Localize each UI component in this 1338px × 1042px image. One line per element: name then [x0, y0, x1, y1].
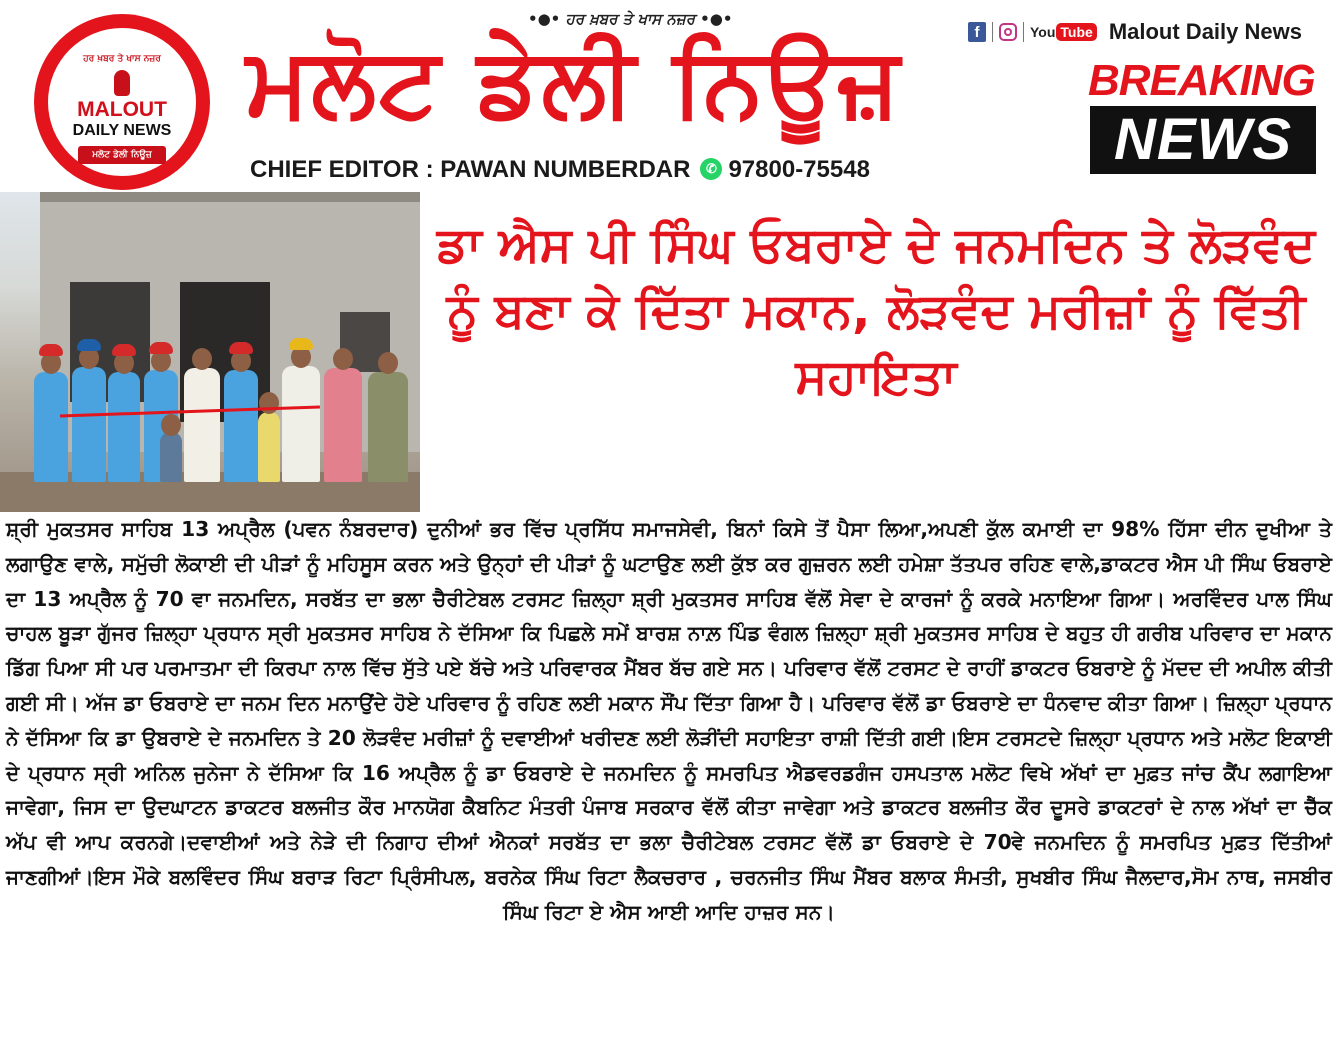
logo-inner-circle: [48, 28, 196, 176]
social-divider: [1023, 22, 1024, 42]
person-head: [192, 348, 212, 370]
breaking-label: BREAKING: [1088, 56, 1315, 105]
logo-line-malout: MALOUT: [77, 98, 167, 121]
person-head: [378, 352, 398, 374]
person: [368, 372, 408, 482]
masthead: [0, 0, 1338, 190]
news-label: NEWS: [1090, 106, 1316, 174]
editor-line: [250, 156, 870, 184]
social-handle: Malout Daily News: [1108, 19, 1302, 44]
masthead-tagline: •●• ਹਰ ਖ਼ਬਰ ਤੇ ਖਾਸ ਨਜ਼ਰ •●•: [528, 10, 733, 28]
chief-editor-label: CHIEF EDITOR : PAWAN NUMBERDAR: [250, 156, 691, 183]
instagram-icon[interactable]: [999, 23, 1017, 41]
person-head: [333, 348, 353, 370]
person: [184, 368, 220, 482]
phone-number: 97800-75548: [728, 156, 870, 183]
turban: [112, 344, 136, 356]
turban: [39, 344, 63, 356]
child: [160, 432, 182, 482]
microphone-icon: [114, 70, 130, 96]
article-body: ਸ਼੍ਰੀ ਮੁਕਤਸਰ ਸਾਹਿਬ 13 ਅਪ੍ਰੈਲ (ਪਵਨ ਨੰਬਰਦਾਰ) ਦੁਨੀਆਂ ਭਰ ਵਿੱਚ ਪ੍ਰਸਿੱਧ ਸਮਾਜਸੇਵੀ, ਬਿਨਾਂ ਕਿਸੇ ਤੋਂ ਪੈਸਾ ਲਿਆ,ਅਪਣੀ ਕੁੱਲ ਕਮਾਈ ਦਾ 98% ਹਿੱਸਾ ਦੀਨ ਦੁਖੀਆ ਤੇ ਲਗਾਉਣ ਵਾਲੇ, ਸਮੁੱਚੀ ਲੋਕਾਈ ਦੀ ਪੀੜਾਂ ਨੂੰ ਮਹਿਸੂਸ ਕਰਨ ਅਤੇ ਉਨ੍ਹਾਂ ਦੀ ਪੀੜਾਂ ਨੂੰ ਘਟਾਉਣ ਲਈ ਕੁੱਝ ਕਰ ਗੁਜ਼ਰਨ ਲਈ ਹਮੇਸ਼ਾ ਤੱਤਪਰ ਰਹਿਣ ਵਾਲੇ,ਡਾਕਟਰ ਐਸ ਪੀ ਸਿੰਘ ਓਬਰਾਏ ਦਾ 13 ਅਪ੍ਰੈਲ ਨੂੰ 70 ਵਾ ਜਨਮਦਿਨ, ਸਰਬੱਤ ਦਾ ਭਲਾ ਚੈਰੀਟੇਬਲ ਟਰਸਟ ਜ਼ਿਲ੍ਹਾ ਸ਼੍ਰੀ ਮੁਕਤਸਰ ਸਾਹਿਬ ਵੱਲੋਂ ਸੇਵਾ ਦੇ ਕਾਰਜਾਂ ਨੂੰ ਕਰਕੇ ਮਨਾਇਆ ਗਿਆ। ਅਰਵਿੰਦਰ ਪਾਲ ਸਿੰਘ ਚਾਹਲ ਬੂੜਾ ਗੁੱਜਰ ਜ਼ਿਲ੍ਹਾ ਪ੍ਰਧਾਨ ਸ੍ਰੀ ਮੁਕਤਸਰ ਸਾਹਿਬ ਨੇ ਦੱਸਿਆ ਕਿ ਪਿਛਲੇ ਸਮੇਂ ਬਾਰਸ਼ ਨਾਲ਼ ਪਿੰਡ ਵੰਗਲ ਜ਼ਿਲ੍ਹਾ ਸ਼੍ਰੀ ਮੁਕਤਸਰ ਸਾਹਿਬ ਦੇ ਬਹੁਤ ਹੀ ਗਰੀਬ ਪਰਿਵਾਰ ਦਾ ਮਕਾਨ ਡਿੱਗ ਪਿਆ ਸੀ ਪਰ ਪਰਮਾਤਮਾ ਦੀ ਕਿਰਪਾ ਨਾਲ ਵਿੱਚ ਸੁੱਤੇ ਪਏ ਬੱਚੇ ਅਤੇ ਪਰਿਵਾਰਕ ਮੈਂਬਰ ਬੱਚ ਗਏ ਸਨ। ਪਰਿਵਾਰ ਵੱਲੋਂ ਟਰਸਟ ਦੇ ਰਾਹੀਂ ਡਾਕਟਰ ਓਬਰਾਏ ਨੂੰ ਮੱਦਦ ਦੀ ਅਪੀਲ ਕੀਤੀ ਗਈ ਸੀ। ਅੱਜ ਡਾ ਓਬਰਾਏ ਦਾ ਜਨਮ ਦਿਨ ਮਨਾਉਂਦੇ ਹੋਏ ਪਰਿਵਾਰ ਨੂੰ ਰਹਿਣ ਲਈ ਮਕਾਨ ਸੌਂਪ ਦਿੱਤਾ ਗਿਆ ਹੈ। ਪਰਿਵਾਰ ਵੱਲੋਂ ਡਾ ਓਬਰਾਏ ਦਾ ਧੰਨਵਾਦ ਕੀਤਾ ਗਿਆ। ਜ਼ਿਲ੍ਹਾ ਪ੍ਰਧਾਨ ਨੇ ਦੱਸਿਆ ਕਿ ਡਾ ਉਬਰਾਏ ਦੇ ਜਨਮਦਿਨ ਤੇ 20 ਲੋੜਵੰਦ ਮਰੀਜ਼ਾਂ ਨੂੰ ਦਵਾਈਆਂ ਖਰੀਦਣ ਲਈ ਲੋੜੀਂਦੀ ਸਹਾਇਤਾ ਰਾਸ਼ੀ ਦਿੱਤੀ ਗਈ।ਇਸ ਟਰਸਟਦੇ ਜ਼ਿਲ੍ਹਾ ਪ੍ਰਧਾਨ ਅਤੇ ਮਲੋਟ ਇਕਾਈ ਦੇ ਪ੍ਰਧਾਨ ਸ੍ਰੀ ਅਨਿਲ ਜੁਨੇਜਾ ਨੇ ਦੱਸਿਆ ਕਿ 16 ਅਪ੍ਰੈਲ ਨੂੰ ਡਾ ਓਬਰਾਏ ਦੇ ਜਨਮਦਿਨ ਨੂੰ ਸਮਰਪਿਤ ਐਡਵਰਡਗੰਜ ਹਸਪਤਾਲ ਮਲੋਟ ਵਿਖੇ ਅੱਖਾਂ ਦਾ ਮੁਫ਼ਤ ਜਾਂਚ ਕੈਂਪ ਲਗਾਇਆ ਜਾਵੇਗਾ, ਜਿਸ ਦਾ ਉਦਘਾਟਨ ਡਾਕਟਰ ਬਲਜੀਤ ਕੌਰ ਮਾਨਯੋਗ ਕੈਬਨਿਟ ਮੰਤਰੀ ਪੰਜਾਬ ਸਰਕਾਰ ਵੱਲੋਂ ਕੀਤਾ ਜਾਵੇਗਾ ਅਤੇ ਡਾਕਟਰ ਬਲਜੀਤ ਕੌਰ ਦੂਸਰੇ ਡਾਕਟਰਾਂ ਦੇ ਨਾਲ ਅੱਖਾਂ ਦਾ ਚੈੱਕ ਅੱਪ ਵੀ ਆਪ ਕਰਨਗੇ।ਦਵਾਈਆਂ ਅਤੇ ਨੇੜੇ ਦੀ ਨਿਗਾਹ ਦੀਆਂ ਐਨਕਾਂ ਸਰਬੱਤ ਦਾ ਭਲਾ ਚੈਰੀਟੇਬਲ ਟਰਸਟ ਵੱਲੋਂ ਡਾ ਓਬਰਾਏ ਦੇ 70ਵੇ ਜਨਮਦਿਨ ਨੂੰ ਸਮਰਪਿਤ ਮੁਫ਼ਤ ਦਿੱਤੀਆਂ ਜਾਣਗੀਆਂ।ਇਸ ਮੌਕੇ ਬਲਵਿੰਦਰ ਸਿੰਘ ਬਰਾੜ ਰਿਟਾ ਪ੍ਰਿੰਸੀਪਲ, ਬਰਨੇਕ ਸਿੰਘ ਰਿਟਾ ਲੈਕਚਰਾਰ , ਚਰਨਜੀਤ ਸਿੰਘ ਮੈਂਬਰ ਬਲਾਕ ਸੰਮਤੀ, ਸੁਖਬੀਰ ਸਿੰਘ ਜੈਲਦਾਰ,ਸੋਮ ਨਾਥ, ਜਸਬੀਰ ਸਿੰਘ ਰਿਟਾ ਏ ਐਸ ਆਈ ਆਦਿ ਹਾਜ਼ਰ ਸਨ।: [6, 517, 1332, 924]
turban: [77, 339, 101, 351]
newspaper-title: ਮਲੋਟ ਡੇਲੀ ਨਿਊਜ਼: [246, 26, 902, 138]
child: [258, 412, 280, 482]
youtube-icon[interactable]: [1030, 24, 1097, 40]
person: [108, 372, 140, 482]
facebook-icon[interactable]: f: [968, 22, 986, 42]
article-headline: ਡਾ ਐਸ ਪੀ ਸਿੰਘ ਓਬਰਾਏ ਦੇ ਜਨਮਦਿਨ ਤੇ ਲੋੜਵੰਦ ਨੂੰ ਬਣਾ ਕੇ ਦਿੱਤਾ ਮਕਾਨ, ਲੋੜਵੰਦ ਮਰੀਜ਼ਾਂ ਨੂੰ ਵਿੱਤੀ ਸਹਾਇਤਾ: [436, 217, 1316, 405]
child-head: [161, 414, 181, 436]
turban: [149, 342, 173, 354]
logo-line-daily-news: DAILY NEWS: [72, 122, 172, 139]
logo-strip-punjabi: ਮਲੋਟ ਡੇਲੀ ਨਿਊਜ਼: [78, 146, 166, 164]
child-head: [259, 392, 279, 414]
person: [224, 370, 258, 482]
social-bar: [968, 18, 1302, 46]
malout-daily-news-logo: [34, 14, 210, 190]
logo-arc-text: ਹਰ ਖ਼ਬਰ ਤੇ ਖਾਸ ਨਜ਼ਰ: [83, 54, 161, 64]
article-photo: [0, 192, 420, 512]
person: [72, 367, 106, 482]
turban: [229, 342, 253, 354]
youtube-you: You: [1030, 24, 1056, 40]
social-divider: [992, 22, 993, 42]
turban: [289, 338, 313, 350]
person: [282, 366, 320, 482]
whatsapp-icon: ✆: [700, 158, 722, 180]
person: [34, 372, 68, 482]
youtube-tube: Tube: [1056, 23, 1096, 41]
person: [324, 368, 362, 482]
